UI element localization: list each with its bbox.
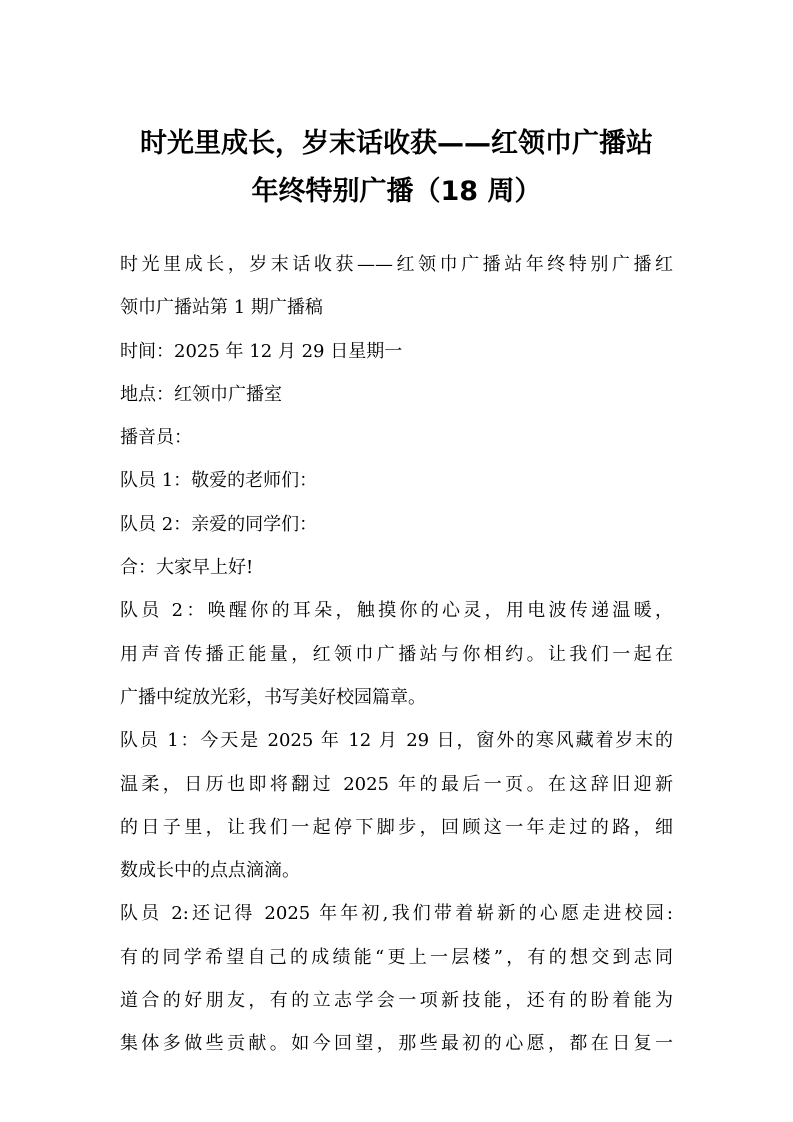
- body-line: 的日子里，让我们一起停下脚步，回顾这一年走过的路，细: [120, 816, 673, 838]
- body-line: 道合的好朋友，有的立志学会一项新技能，还有的盼着能为: [120, 990, 673, 1012]
- body-line: 地点：红领巾广播室: [120, 383, 282, 405]
- document-title-line-2: 年终特别广播（18 周）: [251, 176, 542, 207]
- document-body: [120, 243, 673, 1066]
- body-line: 广播中绽放光彩，书写美好校园篇章。: [120, 686, 426, 708]
- body-line: 队员 2：亲爱的同学们：: [120, 513, 318, 535]
- body-line: 队员 2：唤醒你的耳朵，触摸你的心灵，用电波传递温暖，: [120, 600, 673, 622]
- body-line: 时间：2025 年 12 月 29 日星期一: [120, 340, 403, 362]
- body-line: 队员 1：敬爱的老师们：: [120, 470, 318, 492]
- body-line: 队员 1：今天是 2025 年 12 月 29 日，窗外的寒风藏着岁末的: [120, 730, 673, 752]
- body-line: 有的同学希望自己的成绩能“更上一层楼”，有的想交到志同: [120, 946, 673, 968]
- body-line: 时光里成长，岁末话收获——红领巾广播站年终特别广播红: [120, 254, 673, 275]
- body-line: 领巾广播站第 1 期广播稿: [120, 297, 323, 319]
- body-line: 播音员：: [120, 427, 192, 449]
- body-line: 温柔，日历也即将翻过 2025 年的最后一页。在这辞旧迎新: [120, 773, 673, 795]
- body-line: 合：大家早上好!: [120, 557, 254, 579]
- document-title-line-1: 时光里成长，岁末话收获——红领巾广播站: [140, 128, 653, 159]
- body-line: 集体多做些贡献。如今回望，那些最初的心愿，都在日复一: [120, 1033, 673, 1055]
- body-line: 队员 2:还记得 2025 年年初,我们带着崭新的心愿走进校园:: [120, 903, 673, 925]
- body-line: 数成长中的点点滴滴。: [120, 860, 300, 882]
- body-line: 用声音传播正能量，红领巾广播站与你相约。让我们一起在: [120, 643, 673, 665]
